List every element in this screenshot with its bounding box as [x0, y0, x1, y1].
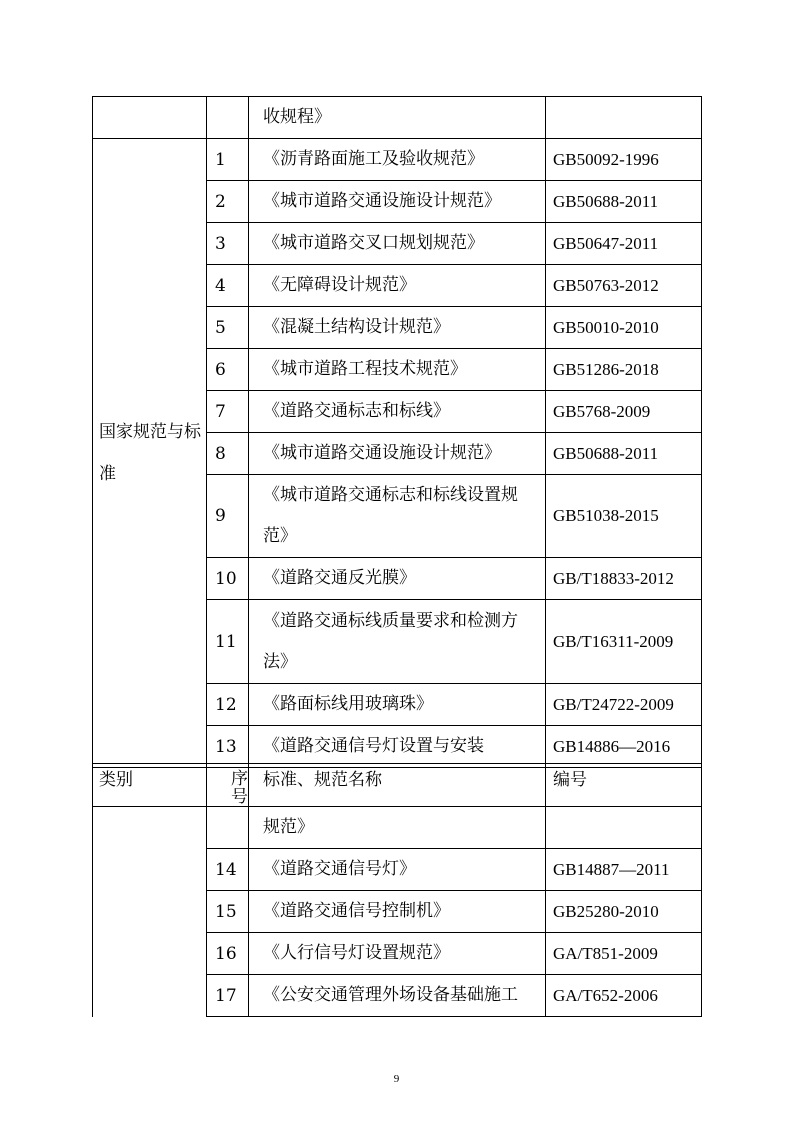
header-code: 编号 — [546, 764, 702, 807]
name-cell: 《人行信号灯设置规范》 — [249, 933, 546, 975]
seq-cell: 16 — [207, 933, 249, 975]
code-cell: GB14887—2011 — [546, 849, 702, 891]
table-row — [93, 807, 702, 849]
code-cell: GB51038-2015 — [546, 475, 702, 558]
header-category: 类别 — [93, 764, 207, 807]
seq-cell: 1 — [207, 139, 249, 181]
table-row — [93, 139, 702, 181]
category-cell — [93, 807, 207, 1017]
seq-cell: 10 — [207, 558, 249, 600]
code-cell: GB/T24722-2009 — [546, 684, 702, 726]
seq-cell: 3 — [207, 223, 249, 265]
seq-cell: 9 — [207, 475, 249, 558]
seq-cell: 12 — [207, 684, 249, 726]
code-cell: GB50092-1996 — [546, 139, 702, 181]
header-seq-line1: 序 — [231, 769, 248, 789]
header-seq — [207, 764, 249, 807]
code-cell: GB5768-2009 — [546, 391, 702, 433]
name-cell: 《道路交通标志和标线》 — [249, 391, 546, 433]
code-cell — [546, 807, 702, 849]
code-cell: GB50688-2011 — [546, 181, 702, 223]
code-cell: GB50010-2010 — [546, 307, 702, 349]
code-cell: GB51286-2018 — [546, 349, 702, 391]
seq-cell — [207, 97, 249, 139]
name-cell: 规范》 — [249, 807, 546, 849]
code-cell: GB14886—2016 — [546, 726, 702, 768]
name-cell: 收规程》 — [249, 97, 546, 139]
name-cell: 《城市道路交通设施设计规范》 — [249, 181, 546, 223]
seq-cell: 2 — [207, 181, 249, 223]
seq-cell: 6 — [207, 349, 249, 391]
seq-cell: 13 — [207, 726, 249, 768]
standards-table-top — [92, 96, 702, 768]
code-cell: GB/T16311-2009 — [546, 600, 702, 684]
seq-cell: 11 — [207, 600, 249, 684]
name-cell: 《道路交通反光膜》 — [249, 558, 546, 600]
code-cell: GB25280-2010 — [546, 891, 702, 933]
name-cell: 《城市道路工程技术规范》 — [249, 349, 546, 391]
name-cell: 《道路交通信号灯设置与安装 — [249, 726, 546, 768]
table-row — [93, 97, 702, 139]
code-cell: GB50647-2011 — [546, 223, 702, 265]
standards-table-bottom — [92, 763, 702, 1017]
code-cell: GA/T652-2006 — [546, 975, 702, 1017]
seq-cell — [207, 807, 249, 849]
seq-cell: 8 — [207, 433, 249, 475]
seq-cell: 4 — [207, 265, 249, 307]
name-cell: 《城市道路交通标志和标线设置规范》 — [249, 475, 546, 558]
name-cell: 《无障碍设计规范》 — [249, 265, 546, 307]
code-cell — [546, 97, 702, 139]
seq-cell: 15 — [207, 891, 249, 933]
code-cell: GB/T18833-2012 — [546, 558, 702, 600]
code-cell: GB50688-2011 — [546, 433, 702, 475]
code-cell: GB50763-2012 — [546, 265, 702, 307]
name-cell: 《混凝土结构设计规范》 — [249, 307, 546, 349]
category-cell — [93, 97, 207, 139]
name-cell: 《道路交通标线质量要求和检测方法》 — [249, 600, 546, 684]
header-name: 标准、规范名称 — [249, 764, 546, 807]
seq-cell: 14 — [207, 849, 249, 891]
header-seq-line2: 号 — [231, 787, 248, 807]
name-cell: 《道路交通信号控制机》 — [249, 891, 546, 933]
name-cell: 《沥青路面施工及验收规范》 — [249, 139, 546, 181]
category-cell: 国家规范与标准 — [93, 139, 207, 768]
name-cell: 《城市道路交叉口规划规范》 — [249, 223, 546, 265]
name-cell: 《城市道路交通设施设计规范》 — [249, 433, 546, 475]
page-number: 9 — [393, 1073, 400, 1085]
seq-cell: 7 — [207, 391, 249, 433]
code-cell: GA/T851-2009 — [546, 933, 702, 975]
name-cell: 《公安交通管理外场设备基础施工 — [249, 975, 546, 1017]
table-header-row — [93, 764, 702, 807]
seq-cell: 17 — [207, 975, 249, 1017]
name-cell: 《路面标线用玻璃珠》 — [249, 684, 546, 726]
seq-cell: 5 — [207, 307, 249, 349]
name-cell: 《道路交通信号灯》 — [249, 849, 546, 891]
